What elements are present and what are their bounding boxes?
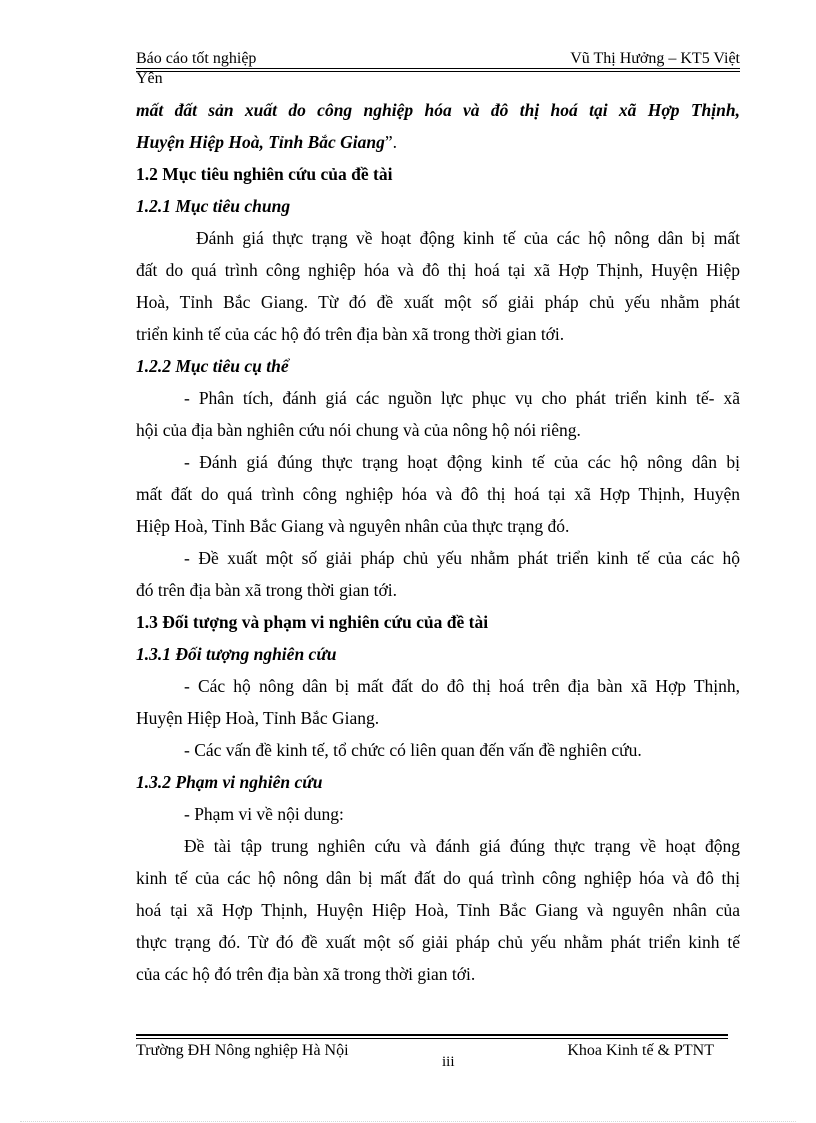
paragraph-line: kinh tế của các hộ nông dân bị mất đất do quá trình công nghiệp hóa và đô thị [136,868,740,888]
intro-location: Huyện Hiệp Hoà, Tỉnh Bắc Giang [136,132,385,152]
paragraph-line: - Đề xuất một số giải pháp chủ yếu nhằm phát triển kinh tế của các hộ [184,548,740,568]
paragraph-line: hoá tại xã Hợp Thịnh, Huyện Hiệp Hoà, Tỉnh Bắc Giang và nguyên nhân của [136,900,740,920]
paragraph-line: triển kinh tế của các hộ đó trên địa bàn xã trong thời gian tới. [136,324,565,344]
paragraph-line: - Các vấn đề kinh tế, tổ chức có liên quan đến vấn đề nghiên cứu. [184,740,642,760]
subsection-heading-1-2-1: 1.2.1 Mục tiêu chung [136,196,291,216]
footer-rule [136,1034,728,1036]
paragraph-line: - Các hộ nông dân bị mất đất do đô thị hoá trên địa bàn xã Hợp Thịnh, [184,676,740,696]
intro-line [136,126,740,158]
intro-line: mất đất sản xuất do công nghiệp hóa và đô thị hoá tại xã Hợp Thịnh, [136,100,740,120]
paragraph-line: mất đất do quá trình công nghiệp hóa và đô thị hoá tại xã Hợp Thịnh, Huyện [136,484,740,504]
page-footer [136,1034,728,1074]
paragraph-line: Huyện Hiệp Hoà, Tỉnh Bắc Giang. [136,708,380,728]
paragraph-line: của các hộ đó trên địa bàn xã trong thời gian tới. [136,964,476,984]
subsection-heading-1-3-1: 1.3.1 Đối tượng nghiên cứu [136,644,337,664]
subsection-heading-1-3-2: 1.3.2 Phạm vi nghiên cứu [136,772,323,792]
document-body [136,94,740,990]
header-rule-thin [136,71,740,72]
paragraph-line: Hoà, Tỉnh Bắc Giang. Từ đó đề xuất một số giải pháp chủ yếu nhằm phát [136,292,740,312]
header-rule [136,68,740,69]
page-number: iii [442,1054,455,1070]
footer-university: Trường ĐH Nông nghiệp Hà Nội [136,1042,349,1059]
header-author-continuation: Yên [136,70,163,87]
header-author: Vũ Thị Hưởng – KT5 Việt [570,50,740,67]
paragraph-line: hội của địa bàn nghiên cứu nói chung và của nông hộ nói riêng. [136,420,581,440]
paragraph-line: đất do quá trình công nghiệp hóa và đô thị hoá tại xã Hợp Thịnh, Huyện Hiệp [136,260,740,280]
section-heading-1-3: 1.3 Đối tượng và phạm vi nghiên cứu của đề tài [136,612,489,632]
page-header [136,50,740,90]
paragraph-line: - Phân tích, đánh giá các nguồn lực phục vụ cho phát triển kinh tế- xã [184,388,740,408]
paragraph-line: Hiệp Hoà, Tỉnh Bắc Giang và nguyên nhân của thực trạng đó. [136,516,570,536]
header-report-title: Báo cáo tốt nghiệp [136,50,257,67]
footer-rule-thin [136,1038,728,1039]
footer-faculty: Khoa Kinh tế & PTNT [567,1042,714,1059]
paragraph-line: - Đánh giá đúng thực trạng hoạt động kinh tế của các hộ nông dân bị [184,452,740,472]
section-heading-1-2: 1.2 Mục tiêu nghiên cứu của đề tài [136,164,393,184]
paragraph-line: thực trạng đó. Từ đó đề xuất một số giải pháp chủ yếu nhằm phát triển kinh tế [136,932,740,952]
paragraph-line: đó trên địa bàn xã trong thời gian tới. [136,580,398,600]
paragraph-line: - Phạm vi về nội dung: [184,804,344,824]
paragraph-line: Đánh giá thực trạng về hoạt động kinh tế của các hộ nông dân bị mất [196,228,740,248]
paragraph-line: Đề tài tập trung nghiên cứu và đánh giá đúng thực trạng về hoạt động [184,836,740,856]
intro-close-quote: ”. [384,132,398,152]
page-edge-divider [20,1121,796,1122]
subsection-heading-1-2-2: 1.2.2 Mục tiêu cụ thể [136,356,289,376]
